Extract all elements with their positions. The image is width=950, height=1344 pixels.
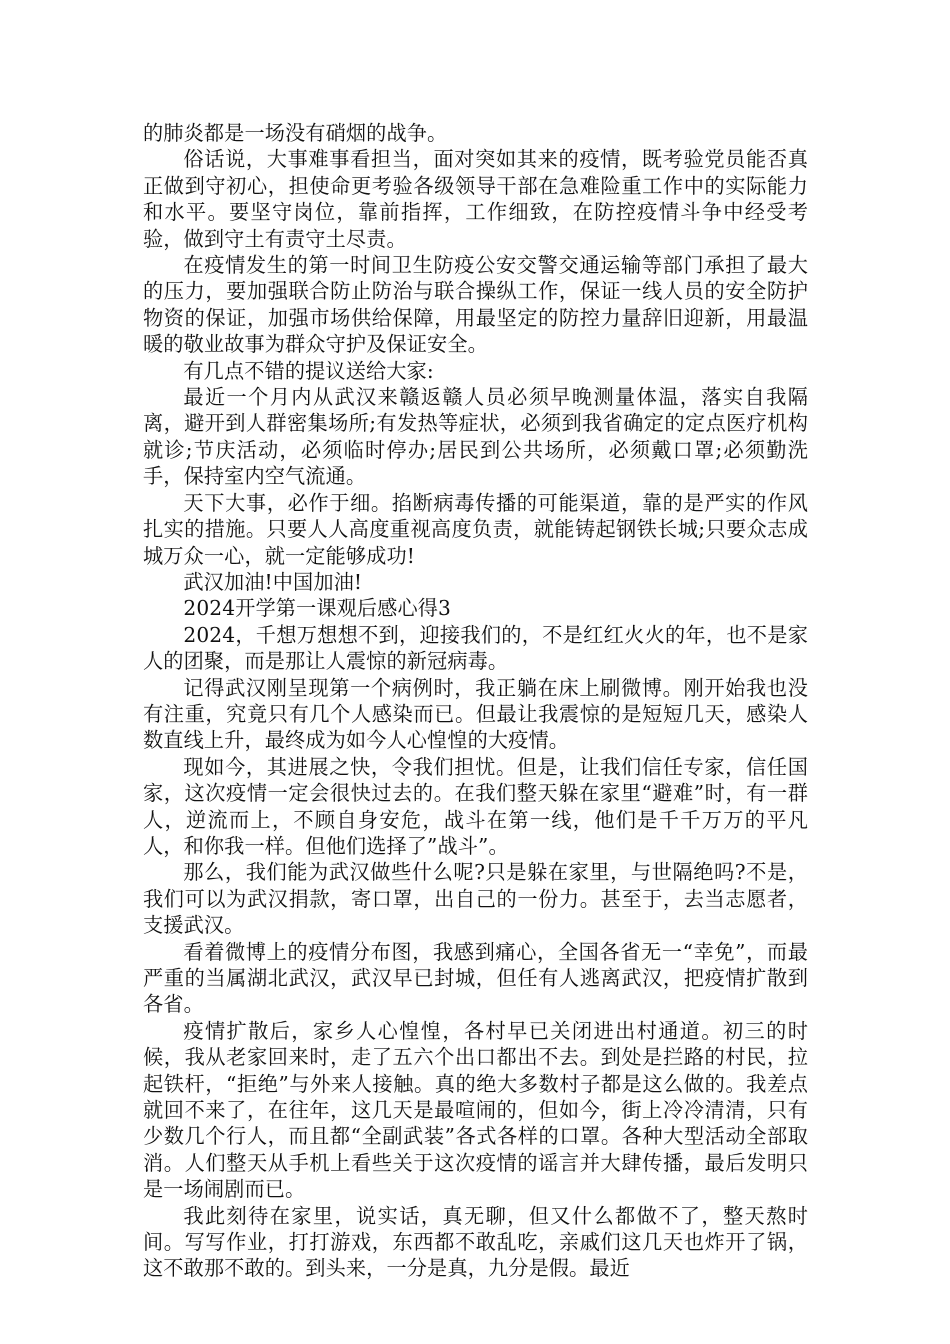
paragraph: 俗话说，大事难事看担当，面对突如其来的疫情，既考验党员能否真正做到守初心，担使命更考验各级领导干部在急难险重工作中的实际能力和水平。要坚守岗位，靠前指挥，工作细致，在防控疫情斗争中经受考验，做到守土有责守土尽责。	[143, 147, 808, 251]
paragraph: 有几点不错的提议送给大家:	[183, 358, 434, 383]
paragraph: 在疫情发生的第一时间卫生防疫公安交警交通运输等部门承担了最大的压力，要加强联合防止防治与联合操纵工作，保证一线人员的安全防护物资的保证，加强市场供给保障，用最坚定的防控力量辞旧迎新，用最温暖的敬业故事为群众守护及保证安全。	[143, 253, 808, 357]
paragraph: 看着微博上的疫情分布图，我感到痛心，全国各省无一“幸免”，而最严重的当属湖北武汉，武汉早已封城，但任有人逃离武汉，把疫情扩散到各省。	[143, 939, 808, 1017]
paragraph: 2024，千想万想想不到，迎接我们的，不是红红火火的年，也不是家人的团聚，而是那让人震惊的新冠病毒。	[143, 622, 808, 674]
paragraph: 的肺炎都是一场没有硝烟的战争。	[143, 121, 448, 145]
document-page	[143, 120, 808, 1282]
section-heading: 2024开学第一课观后感心得3	[183, 596, 451, 621]
paragraph: 疫情扩散后，家乡人心惶惶，各村早已关闭进出村通道。初三的时候，我从老家回来时，走了五六个出口都出不去。到处是拦路的村民，拉起铁杆，“拒绝”与外来人接触。真的绝大多数村子都是这么做的。我差点就回不来了，在往年，这几天是最喧闹的，但如今，街上冷冷清清，只有少数几个行人，而且都“全副武装”各式各样的口罩。各种大型活动全部取消。人们整天从手机上看些关于这次疫情的谣言并大肆传播，最后发明只是一场闹剧而已。	[143, 1018, 808, 1202]
paragraph: 记得武汉刚呈现第一个病例时，我正躺在床上刷微博。刚开始我也没有注重，究竟只有几个人感染而已。但最让我震惊的是短短几天，感染人数直线上升，最终成为如今人心惶惶的大疫情。	[143, 675, 808, 753]
paragraph: 武汉加油!中国加油!	[183, 569, 363, 594]
paragraph: 现如今，其进展之快，令我们担忧。但是，让我们信任专家，信任国家，这次疫情一定会很快过去的。在我们整天躲在家里“避难”时，有一群人，逆流而上，不顾自身安危，战斗在第一线，他们是千千万万的平凡人，和你我一样。但他们选择了”战斗”。	[143, 754, 808, 858]
paragraph: 那么，我们能为武汉做些什么呢?只是躲在家里，与世隔绝吗?不是，我们可以为武汉捐款，寄口罩，出自己的一份力。甚至于，去当志愿者，支援武汉。	[143, 860, 808, 938]
paragraph: 天下大事，必作于细。掐断病毒传播的可能渠道，靠的是严实的作风扎实的措施。只要人人高度重视高度负责，就能铸起钢铁长城;只要众志成城万众一心，就一定能够成功!	[143, 490, 808, 568]
paragraph: 我此刻待在家里，说实话，真无聊，但又什么都做不了，整天熬时间。写写作业，打打游戏，东西都不敢乱吃，亲戚们这几天也炸开了锅，这不敢那不敢的。到头来，一分是真，九分是假。最近	[143, 1203, 808, 1281]
paragraph: 最近一个月内从武汉来赣返赣人员必须早晚测量体温，落实自我隔离，避开到人群密集场所;有发热等症状，必须到我省确定的定点医疗机构就诊;节庆活动，必须临时停办;居民到公共场所，必须戴口罩;必须勤洗手，保持室内空气流通。	[143, 385, 808, 489]
